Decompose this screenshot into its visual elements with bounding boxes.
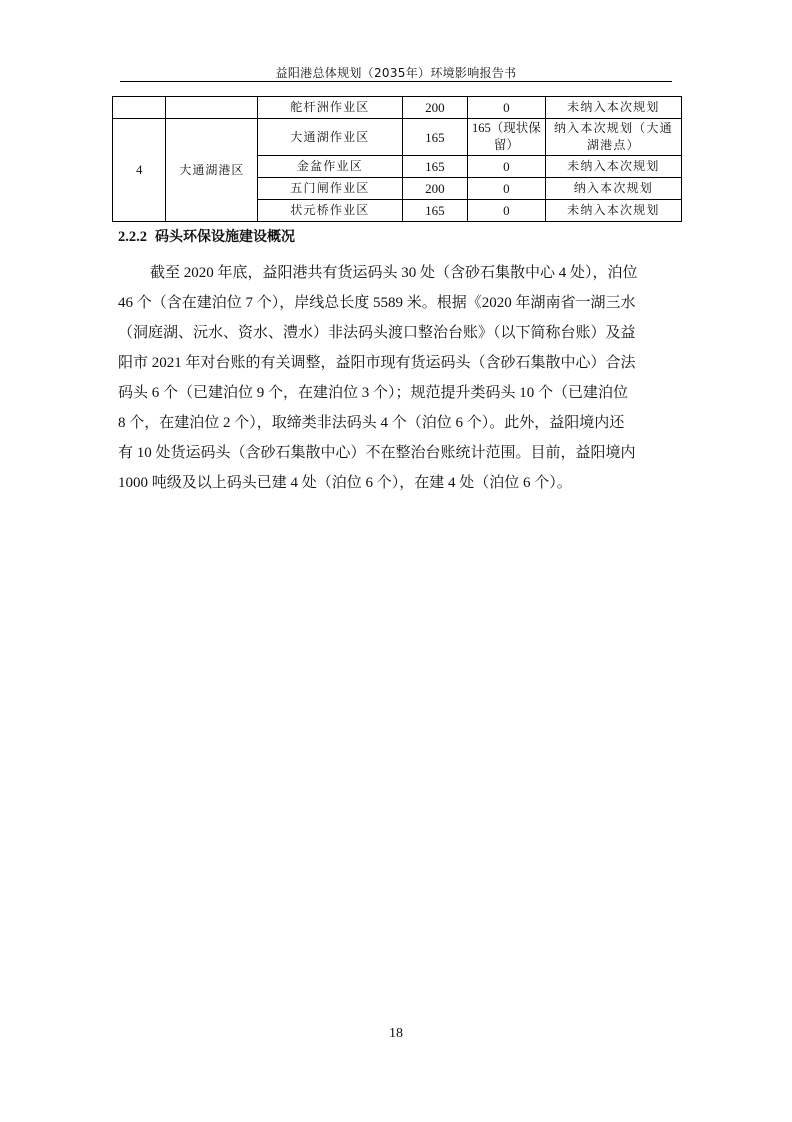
current-value: 0 (468, 156, 546, 178)
capacity-value: 200 (402, 97, 468, 119)
body-paragraph (118, 258, 674, 498)
port-area-name (166, 97, 258, 119)
paragraph-line: 截至 2020 年底，益阳港共有货运码头 30 处（含砂石集散中心 4 处），泊位 (150, 265, 638, 281)
planning-status: 未纳入本次规划 (545, 200, 681, 222)
planning-status: 纳入本次规划 (545, 178, 681, 200)
paragraph-line: 8 个，在建泊位 2 个），取缔类非法码头 4 个（泊位 6 个）。此外，益阳境内还 (118, 415, 625, 431)
paragraph-line: 46 个（含在建泊位 7 个），岸线总长度 5589 米。根据《2020 年湖南省一湖三水 (118, 295, 636, 311)
paragraph-line: 1000 吨级及以上码头已建 4 处（泊位 6 个），在建 4 处（泊位 6 个）。 (118, 475, 572, 491)
work-zone-name: 舵杆洲作业区 (258, 97, 402, 119)
capacity-value: 200 (402, 178, 468, 200)
work-zone-name: 五门闸作业区 (258, 178, 402, 200)
port-area-table (112, 96, 682, 222)
section-heading (118, 226, 295, 246)
planning-status: 纳入本次规划（大通湖港点） (545, 119, 681, 156)
header-rule (120, 81, 672, 82)
section-number: 2.2.2 (118, 229, 147, 245)
current-value: 0 (468, 178, 546, 200)
current-value: 0 (468, 200, 546, 222)
paragraph-line: 码头 6 个（已建泊位 9 个，在建泊位 3 个）；规范提升类码头 10 个（已建泊位 (118, 385, 629, 401)
work-zone-name: 状元桥作业区 (258, 200, 402, 222)
current-value: 165（现状保留） (468, 119, 546, 156)
capacity-value: 165 (402, 119, 468, 156)
paragraph-line: （洞庭湖、沅水、资水、澧水）非法码头渡口整治台账》（以下简称台账）及益 (118, 325, 636, 341)
planning-status: 未纳入本次规划 (545, 156, 681, 178)
row-number (113, 97, 166, 119)
table-row (113, 119, 682, 156)
running-header: 益阳港总体规划（2035年）环境影响报告书 (275, 66, 517, 80)
port-area-name: 大通湖港区 (166, 119, 258, 222)
current-value: 0 (468, 97, 546, 119)
row-number: 4 (113, 119, 166, 222)
page-number: 18 (389, 1026, 403, 1041)
paragraph-line: 阳市 2021 年对台账的有关调整，益阳市现有货运码头（含砂石集散中心）合法 (118, 355, 636, 371)
capacity-value: 165 (402, 156, 468, 178)
work-zone-name: 金盆作业区 (258, 156, 402, 178)
planning-status: 未纳入本次规划 (545, 97, 681, 119)
table-row (113, 97, 682, 119)
capacity-value: 165 (402, 200, 468, 222)
section-title: 码头环保设施建设概况 (155, 229, 295, 245)
paragraph-line: 有 10 处货运码头（含砂石集散中心）不在整治台账统计范围。目前，益阳境内 (118, 445, 636, 461)
work-zone-name: 大通湖作业区 (258, 119, 402, 156)
